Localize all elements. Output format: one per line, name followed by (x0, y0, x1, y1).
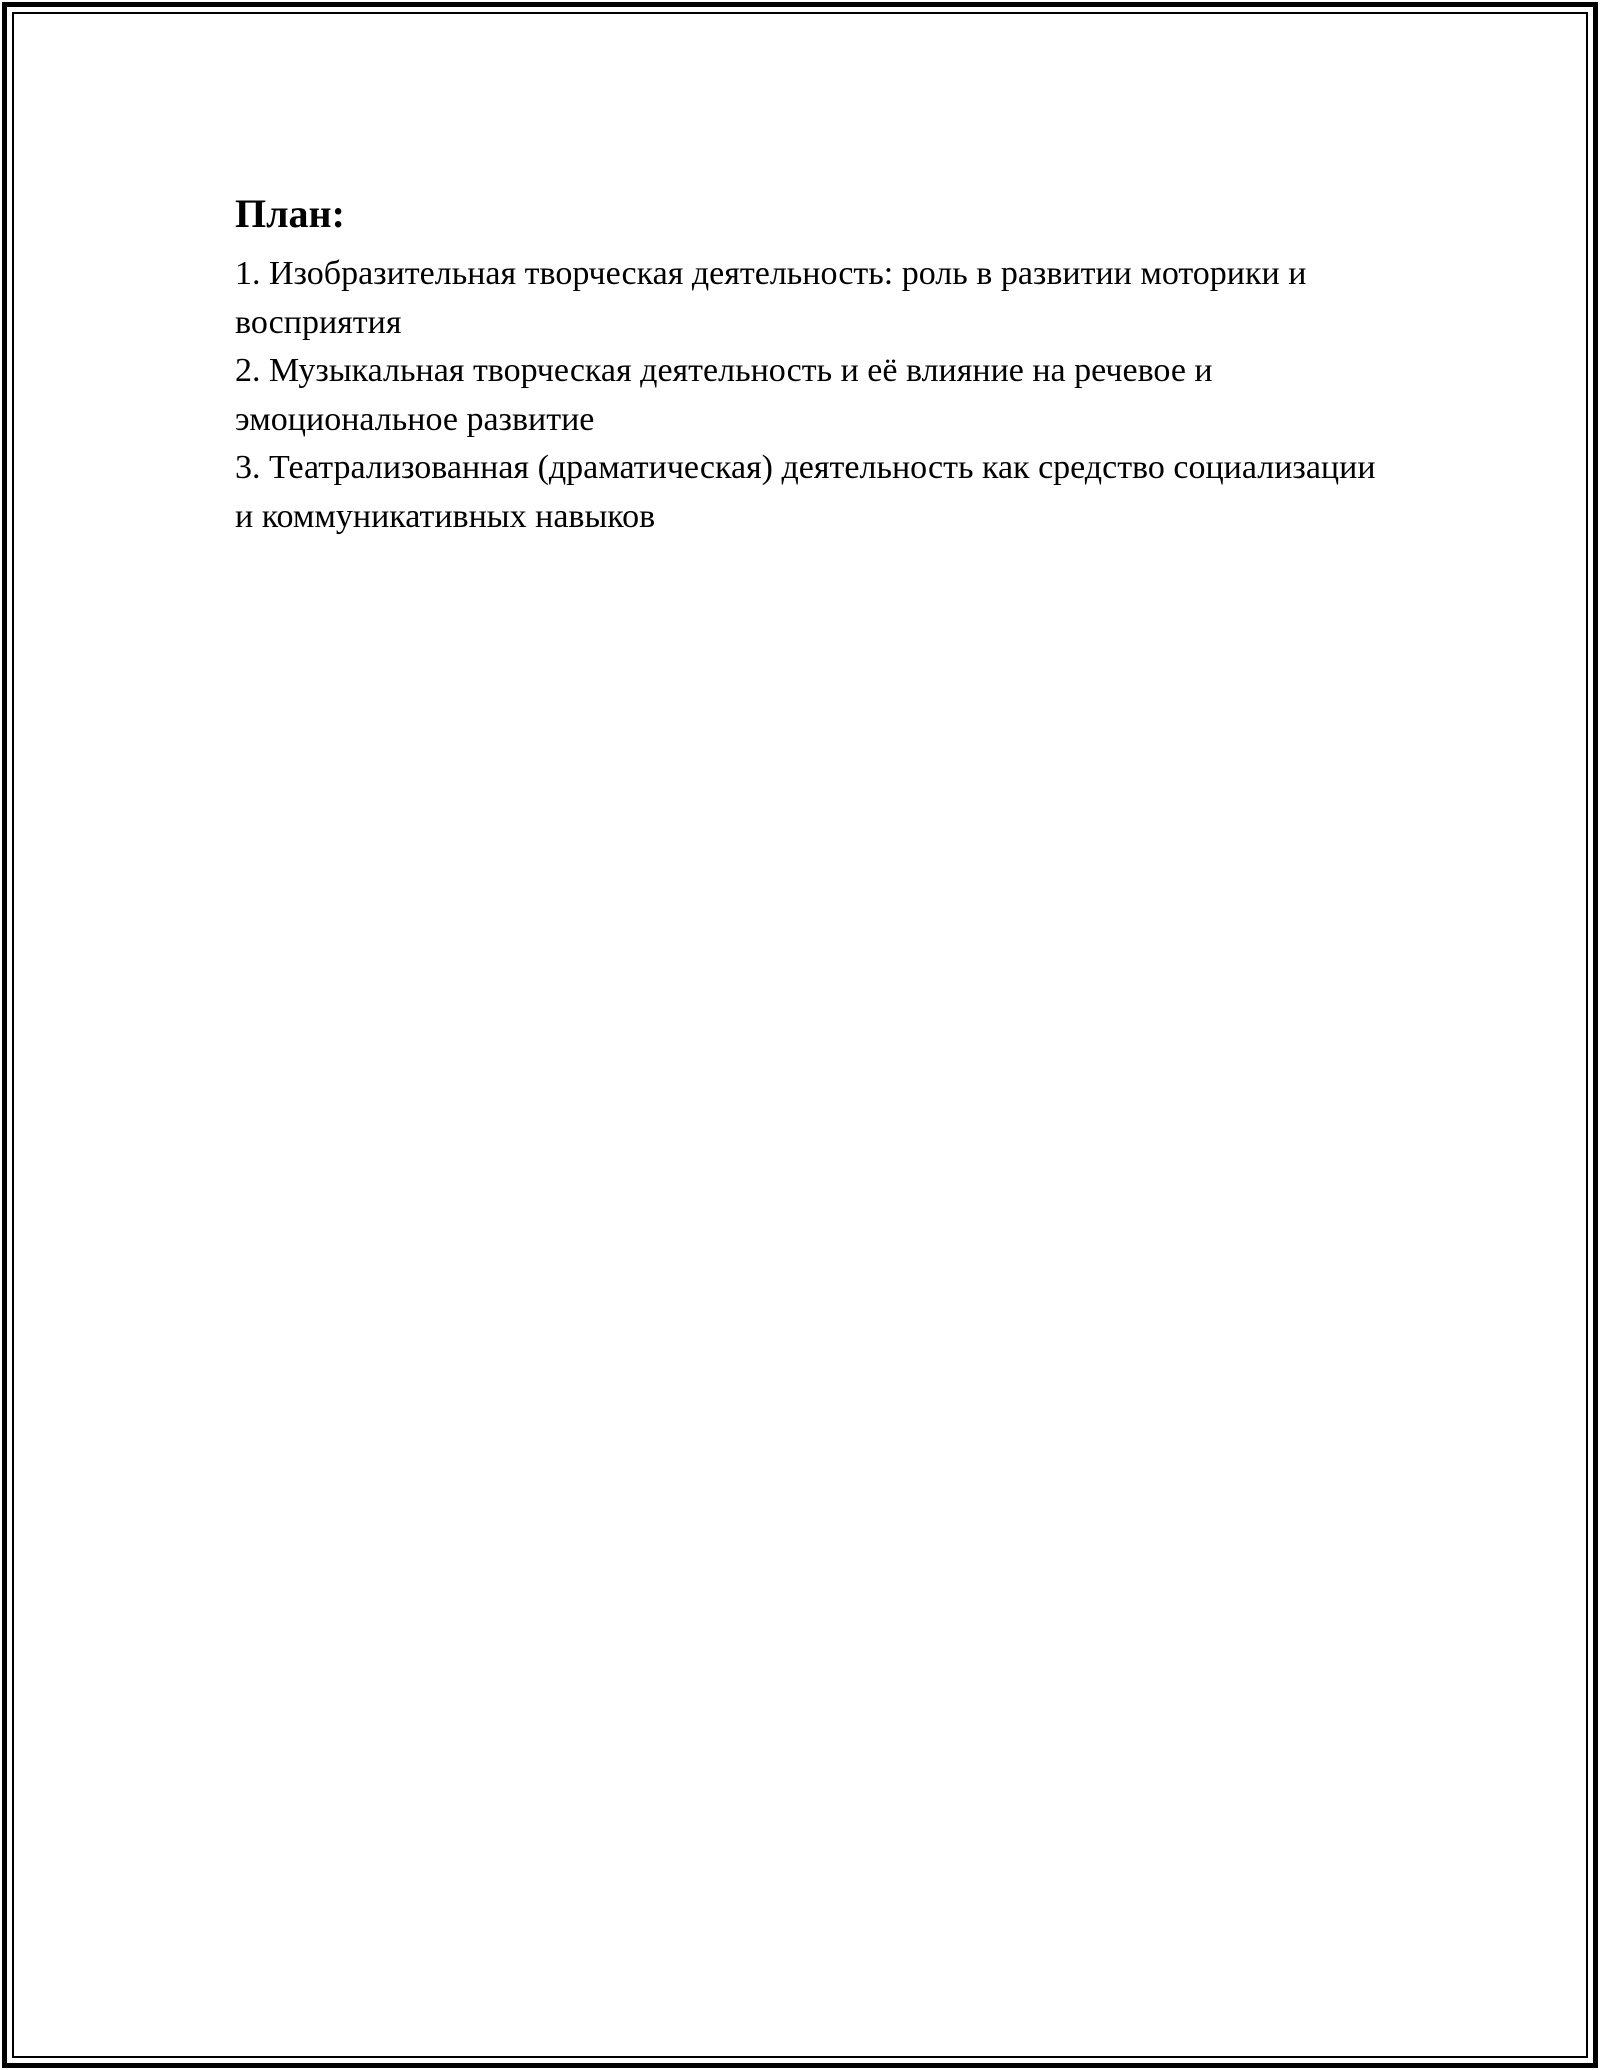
document-content (235, 188, 1385, 541)
plan-item-3: 3. Театрализованная (драматическая) деятельность как средство социализации и коммуникативных навыков (235, 449, 1376, 535)
plan-heading: План: (235, 191, 345, 236)
plan-item-2: 2. Музыкальная творческая деятельность и её влияние на речевое и эмоциональное развитие (235, 352, 1213, 438)
plan-item-1: 1. Изобразительная творческая деятельность: роль в развитии моторики и восприятия (235, 255, 1307, 341)
plan-list (235, 250, 1385, 541)
